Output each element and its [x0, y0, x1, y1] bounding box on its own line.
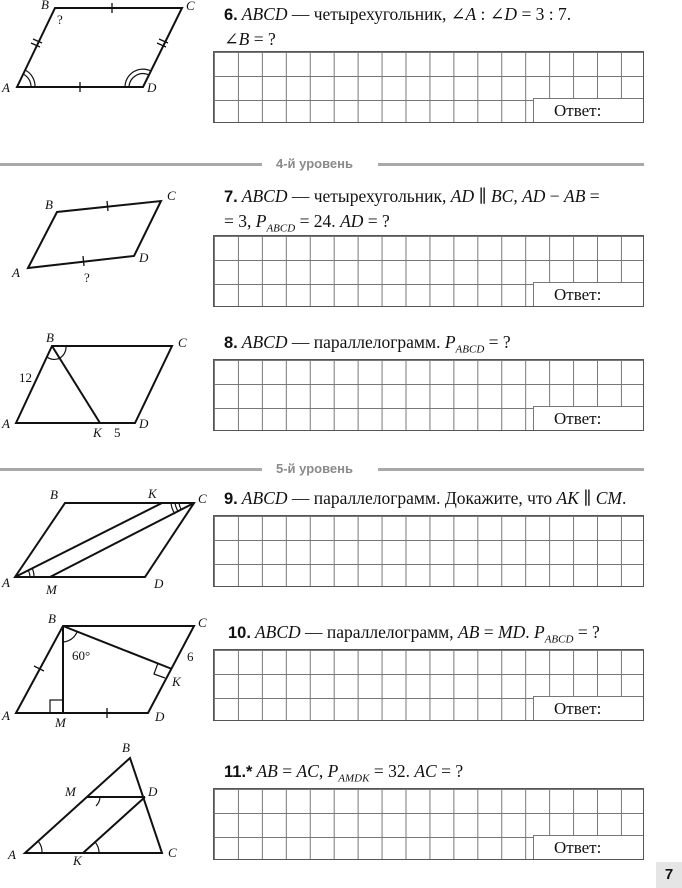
figure-9-drawing — [0, 485, 205, 600]
label-a: A — [12, 265, 20, 280]
label-a: A — [2, 575, 10, 590]
label-b: B — [41, 0, 49, 12]
level-4-divider — [0, 156, 644, 172]
label-d: D — [139, 250, 149, 265]
label-unknown: ? — [57, 12, 63, 27]
side-length: 12 — [19, 370, 32, 385]
angle-label: 60° — [72, 648, 91, 663]
answer-grid-11[interactable] — [213, 788, 644, 860]
answer-grid-6[interactable] — [213, 51, 644, 123]
answer-label: Ответ: — [533, 406, 643, 430]
figure-11-drawing — [0, 735, 205, 870]
label-a: A — [2, 416, 10, 431]
label-c: C — [178, 335, 187, 350]
label-b: B — [46, 330, 54, 345]
problem-8-text: 8. ABCD — параллелограмм. $P_{ABCD}$ = ? — [224, 332, 511, 356]
label-b: B — [45, 197, 53, 212]
figure-10-drawing — [0, 610, 205, 732]
label-d: D — [155, 709, 165, 724]
page-number: 7 — [656, 862, 682, 888]
label-b: B — [48, 611, 56, 626]
segment-kd: 5 — [114, 425, 121, 440]
problem-9-text: 9. ABCD — параллелограмм. Докажите, что AK ∥ CM. — [224, 488, 627, 508]
label-m: M — [65, 784, 76, 799]
figure-7 — [0, 180, 205, 290]
label-d: D — [148, 784, 158, 799]
segment-ck: 6 — [187, 649, 194, 664]
label-c: C — [198, 615, 207, 630]
figure-6 — [0, 0, 205, 100]
label-m: M — [46, 582, 57, 597]
answer-grid-7[interactable] — [213, 235, 644, 307]
problem-7-text: 7. ABCD — четырехугольник, AD ∥ BC, AD − AB = = 3, $P_{ABCD} = 24$. AD = ? — [224, 186, 600, 235]
figure-8-drawing — [0, 325, 205, 445]
label-d: D — [147, 80, 157, 95]
figure-10 — [0, 610, 205, 732]
answer-label: Ответ: — [533, 696, 643, 720]
label-c: C — [167, 188, 176, 203]
figure-9 — [0, 485, 205, 600]
answer-grid-8[interactable] — [213, 359, 644, 431]
problem-11-text: 11.* AB = AC, $P_{AMDK} = 32$. AC = ? — [224, 761, 464, 785]
answer-label: Ответ: — [533, 98, 643, 122]
label-c: C — [198, 491, 207, 506]
level-4-label: 4-й уровень — [276, 156, 353, 171]
label-k: K — [172, 674, 181, 689]
label-a: A — [8, 847, 16, 862]
level-5-label: 5-й уровень — [276, 461, 353, 476]
label-b: B — [50, 487, 58, 502]
answer-grid-10[interactable] — [213, 649, 644, 721]
figure-8 — [0, 325, 205, 445]
answer-label: Ответ: — [533, 835, 643, 859]
label-a: A — [2, 80, 10, 95]
label-d: D — [139, 416, 149, 431]
level-5-divider — [0, 461, 644, 477]
figure-7-drawing — [0, 180, 205, 290]
label-m: M — [55, 715, 66, 730]
label-k: K — [93, 425, 102, 440]
label-a: A — [2, 708, 10, 723]
problem-6-text: 6. ABCD — четырехугольник, ∠A : ∠D = 3 : 7. ∠B = ? — [224, 4, 572, 49]
label-b: B — [122, 740, 130, 755]
answer-label: Ответ: — [533, 282, 643, 306]
answer-grid-9[interactable] — [213, 515, 644, 587]
figure-6-drawing — [0, 0, 205, 100]
label-unknown: ? — [84, 270, 90, 285]
label-c: C — [186, 0, 195, 13]
figure-11 — [0, 735, 205, 870]
label-k: K — [148, 486, 157, 501]
label-d: D — [154, 576, 164, 591]
label-c: C — [168, 845, 177, 860]
label-k: K — [73, 853, 82, 868]
problem-10-text: 10. ABCD — параллелограмм, AB = MD. $P_{ABCD}$ = ? — [228, 622, 600, 646]
